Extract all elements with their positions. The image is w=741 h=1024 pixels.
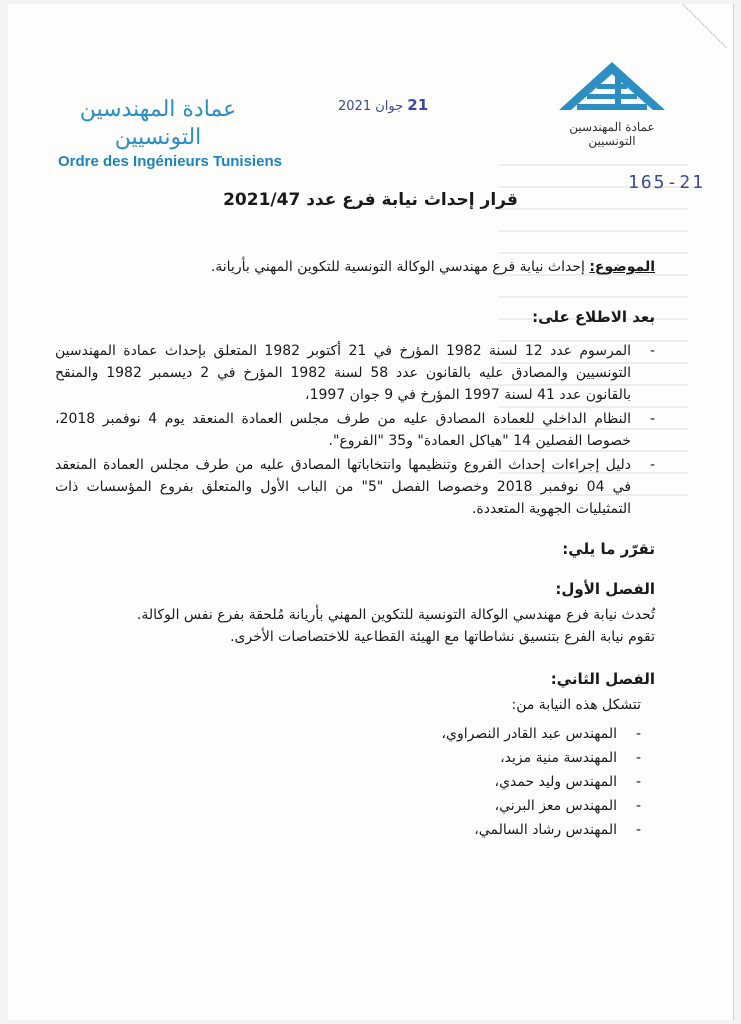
logo-left-arabic: عمادة المهندسين التونسيين [79, 97, 237, 150]
subject-text: إحداث نيابة فرع مهندسي الوكالة التونسية للتكوين المهني بأريانة. [210, 259, 585, 275]
logo-right [552, 60, 672, 148]
document-title: قرار إحداث نيابة فرع عدد 2021/47 [223, 190, 518, 210]
article1-line: تقوم نيابة الفرع بتنسيق نشاطاتها مع الهيئة القطاعية للاختصاصات الأخرى. [230, 629, 655, 645]
member-item: - المهندسة منية مزيد، [41, 746, 641, 770]
subject-label: الموضوع: [589, 259, 655, 275]
member-item: - المهندس معز البرني، [41, 794, 641, 818]
article2-intro: تتشكل هذه النيابة من: [511, 697, 641, 713]
view-list [55, 340, 655, 522]
article1-line: تُحدث نيابة فرع مهندسي الوكالة التونسية للتكوين المهني بأريانة مُلحقة بفرع نفس الوكالة. [136, 607, 655, 623]
logo-left-french: Ordre des Ingénieurs Tunisiens [58, 153, 282, 170]
logo-left [58, 96, 282, 172]
date-stamp [338, 96, 428, 114]
article1-heading: الفصل الأول: [555, 580, 655, 598]
member-item: - المهندس رشاد السالمي، [41, 818, 641, 842]
date-rest: جوان 2021 [338, 99, 404, 114]
date-day: 21 [407, 96, 429, 114]
folded-corner [682, 4, 741, 48]
order-emblem-icon [557, 60, 667, 116]
member-item: - المهندس وليد حمدي، [41, 770, 641, 794]
subject-line [55, 256, 655, 278]
article1-body [55, 604, 655, 648]
reference-number: 165-21 [628, 172, 706, 193]
list-item: - المرسوم عدد 12 لسنة 1982 المؤرخ في 21 أكتوبر 1982 المتعلق بإحداث عمادة المهندسين التونسيين والمصادق عليه بالقانون عدد 58 لسنة 1982 المؤرخ في 2 ديسمبر 1982 والمنقح بالقانون عدد 41 لسنة 1997 المؤرخ في 9 جوان 1997، [55, 340, 655, 406]
member-item: - المهندس عبد القادر النصراوي، [41, 722, 641, 746]
article2-heading: الفصل الثاني: [550, 670, 655, 688]
logo-right-arabic: عمادة المهندسين التونسيين [569, 120, 655, 148]
decide-heading: تقرّر ما يلي: [562, 540, 655, 558]
view-heading: بعد الاطلاع على: [532, 308, 655, 326]
list-item: - النظام الداخلي للعمادة المصادق عليه من طرف مجلس العمادة المنعقد يوم 4 نوفمبر 2018، خصوصا الفصلين 14 "هياكل العمادة" و35 "الفروع". [55, 408, 655, 452]
members-list [41, 722, 641, 842]
list-item: - دليل إجراءات إحداث الفروع وتنظيمها وانتخاباتها المصادق عليه من طرف مجلس العمادة المنعقد في 04 نوفمبر 2018 وخصوصا الفصل "5" من الباب الأول والمتعلق بفروع المؤسسات ذات التمثيليات الجهوية المتعددة. [55, 454, 655, 520]
